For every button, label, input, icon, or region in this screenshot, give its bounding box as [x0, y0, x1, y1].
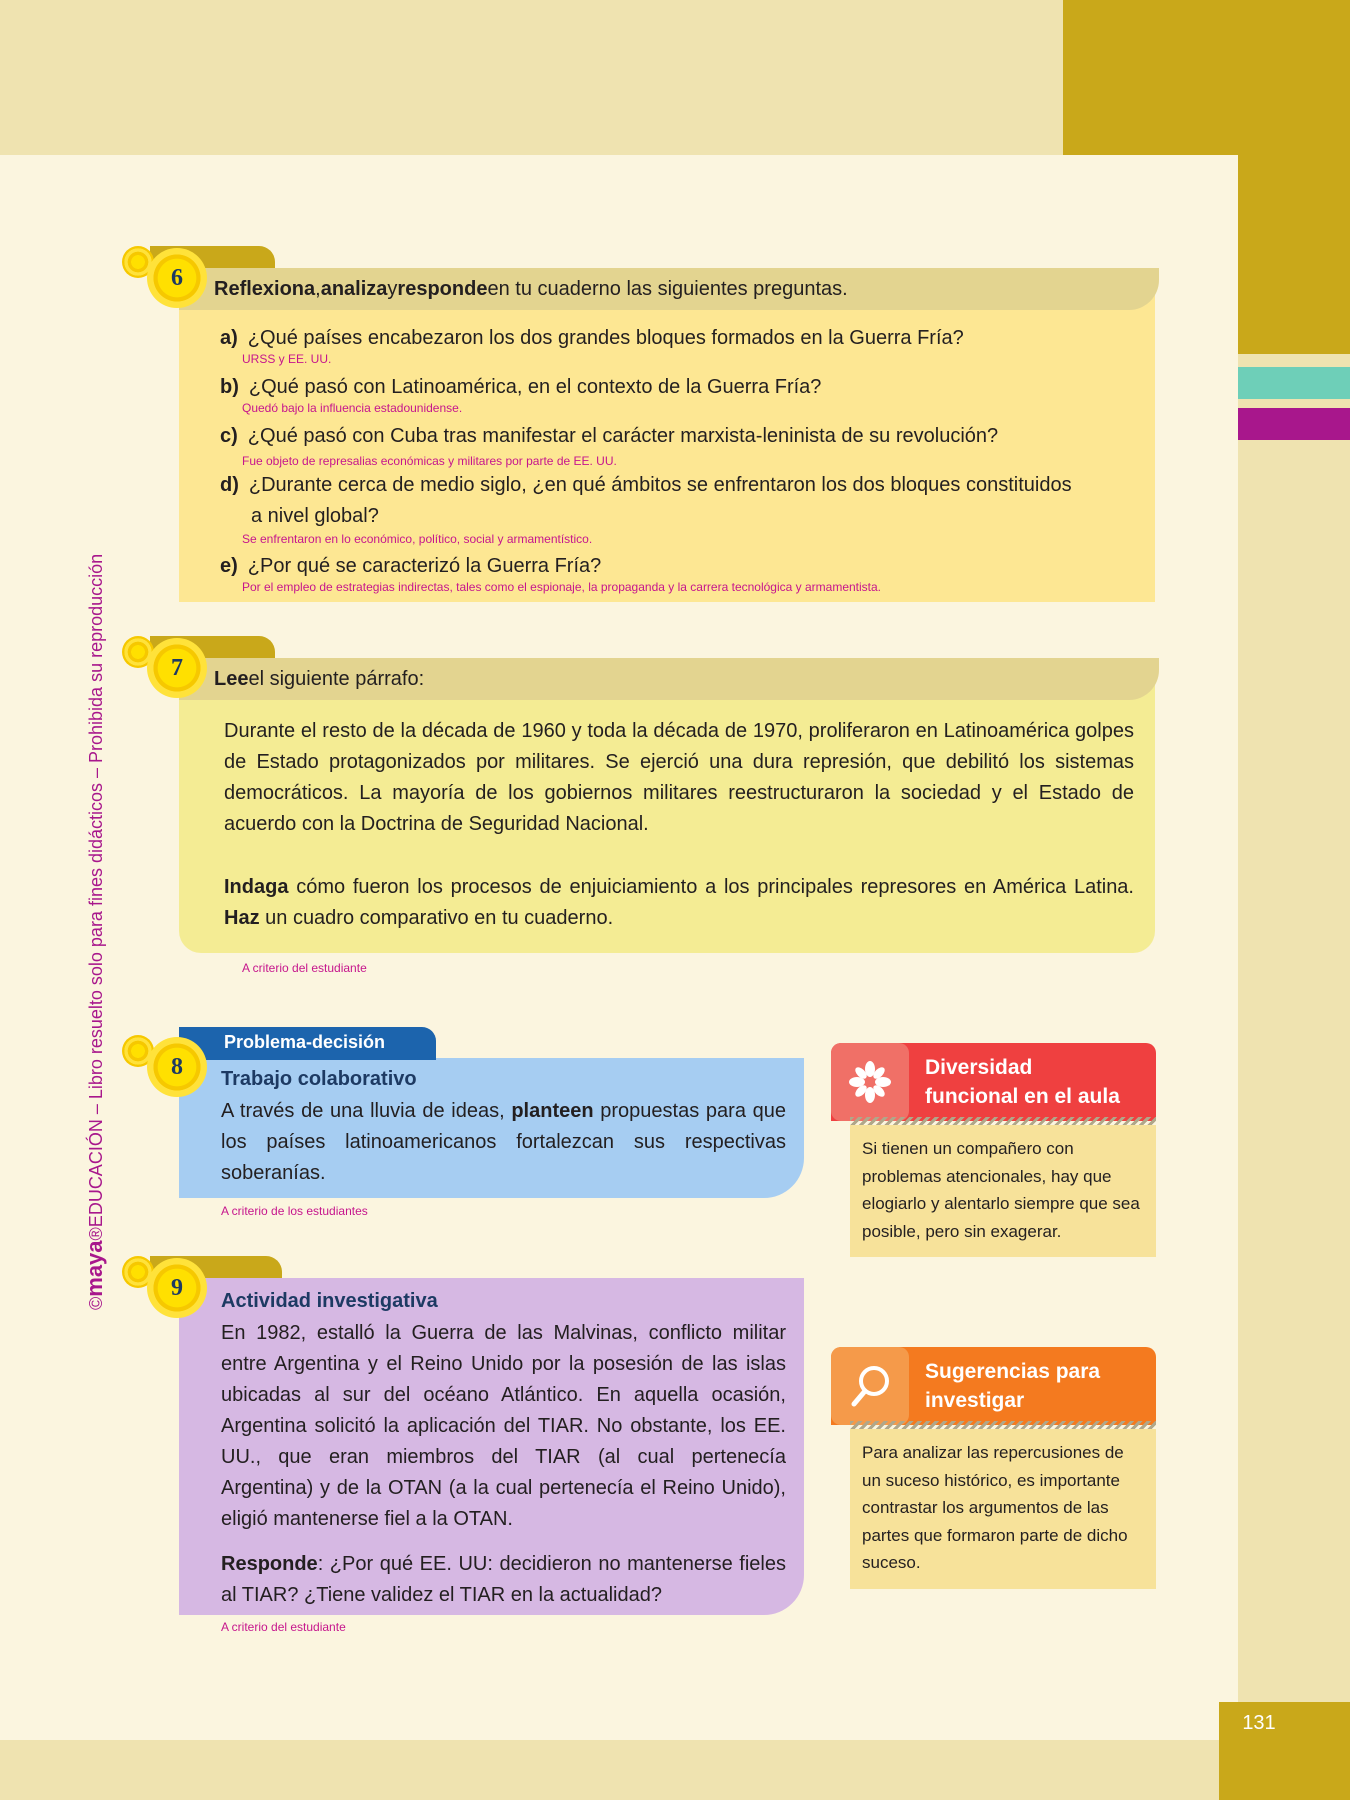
copyright-notice	[82, 480, 108, 1310]
teal-side-strip	[1238, 367, 1350, 399]
right-band	[1238, 440, 1350, 1702]
research-text: Para analizar las repercusiones de un suceso histórico, es importante contrastar los argumentos de las partes que formaron parte de dicho suceso.	[850, 1429, 1156, 1589]
page-number: 131	[1242, 1712, 1276, 1734]
activity-7-instruction: Lee el siguiente párrafo:	[179, 658, 1159, 700]
question-b: b) ¿Qué pasó con Latinoamérica, en el contexto de la Guerra Fría?	[220, 376, 822, 398]
answer-e: Por el empleo de estrategias indirectas, tales como el espionaje, la propaganda y la carrera tecnológica y armamentista.	[242, 580, 882, 594]
activity-6-number: 6	[147, 248, 207, 308]
activity-9-question: Responde: ¿Por qué EE. UU: decidieron no mantenerse fieles al TIAR? ¿Tiene validez el TIAR en la actualidad?	[221, 1553, 786, 1606]
research-title: Sugerencias para investigar	[925, 1360, 1101, 1412]
activity-8-title: Trabajo colaborativo	[221, 1068, 417, 1090]
diversity-title: Diversidad funcional en el aula	[925, 1056, 1120, 1108]
activity-7-answer: A criterio del estudiante	[242, 961, 367, 975]
activity-9-answer: A criterio del estudiante	[221, 1620, 346, 1634]
gold-side-strip	[1238, 155, 1350, 354]
diversity-text: Si tienen un compañero con problemas atencionales, hay que elogiarlo y alentarlo siempre que sea posible, pero sin exagerar.	[850, 1125, 1156, 1257]
research-hatch	[850, 1421, 1156, 1429]
copyright-symbol: ©	[86, 1296, 106, 1310]
activity-9-title: Actividad investigativa	[221, 1290, 438, 1312]
activity-7-number: 7	[147, 638, 207, 698]
magnifier-icon	[831, 1347, 909, 1425]
magenta-side-strip	[1238, 408, 1350, 440]
activity-8-answer: A criterio de los estudiantes	[221, 1204, 368, 1218]
answer-b: Quedó bajo la influencia estadounidense.	[242, 401, 463, 415]
activity-9-number: 9	[147, 1258, 207, 1318]
diversity-hatch	[850, 1117, 1156, 1125]
activity-9-text: En 1982, estalló la Guerra de las Malvinas, conflicto militar entre Argentina y el Reino Unido por la posesión de las islas ubicadas al sur del océano Atlántico. En aquella ocasión, Argentina solicitó la aplicación del TIAR. No obstante, los EE. UU., que eran miembros del TIAR (al cual pertenecía Argentina) y de la OTAN (a la cual pertenecía el Reino Unido), eligió mantenerse fiel a la OTAN.	[221, 1322, 786, 1530]
question-d: d) ¿Durante cerca de medio siglo, ¿en qué ámbitos se enfrentaron los dos bloques constituidos	[220, 474, 1072, 496]
top-band	[0, 0, 1063, 155]
activity-7-task: Indaga cómo fueron los procesos de enjuiciamiento a los principales represores en América Latina. Haz un cuadro comparativo en tu cuaderno.	[224, 876, 1134, 929]
question-e: e) ¿Por qué se caracterizó la Guerra Fría?	[220, 555, 602, 577]
bottom-band	[0, 1740, 1350, 1800]
copyright-text: ®EDUCACIÓN – Libro resuelto solo para fines didácticos – Prohibida su reproducción	[86, 553, 106, 1241]
question-d-continuation: a nivel global?	[251, 505, 379, 527]
brand-logo: maya	[82, 1240, 107, 1297]
activity-8-text: A través de una lluvia de ideas, planteen propuestas para que los países latinoamericanos fortalezcan sus respectivas soberanías.	[221, 1100, 786, 1184]
asterisk-icon	[831, 1043, 909, 1121]
answer-c: Fue objeto de represalias económicas y militares por parte de EE. UU.	[242, 454, 617, 468]
corner-gold-block	[1063, 0, 1350, 155]
research-header	[831, 1347, 1156, 1425]
question-a: a) ¿Qué países encabezaron los dos grandes bloques formados en la Guerra Fría?	[220, 327, 964, 349]
activity-8-tab: Problema-decisión	[179, 1027, 436, 1060]
answer-a: URSS y EE. UU.	[242, 352, 332, 366]
activity-7-paragraph: Durante el resto de la década de 1960 y toda la década de 1970, proliferaron en Latinoamérica golpes de Estado protagonizados por militares. Se ejerció una dura represión, que debilitó los sistemas democráticos. La mayoría de los gobiernos militares reestructuraron la sociedad y el Estado de acuerdo con la Doctrina de Seguridad Nacional.	[224, 720, 1134, 835]
question-c: c) ¿Qué pasó con Cuba tras manifestar el carácter marxista-leninista de su revolución?	[220, 425, 999, 447]
activity-6-instruction: Reflexiona , analiza y responde en tu cuaderno las siguientes preguntas.	[179, 268, 1159, 310]
answer-d: Se enfrentaron en lo económico, político, social y armamentístico.	[242, 532, 593, 546]
diversity-header	[831, 1043, 1156, 1121]
activity-8-number: 8	[147, 1037, 207, 1097]
